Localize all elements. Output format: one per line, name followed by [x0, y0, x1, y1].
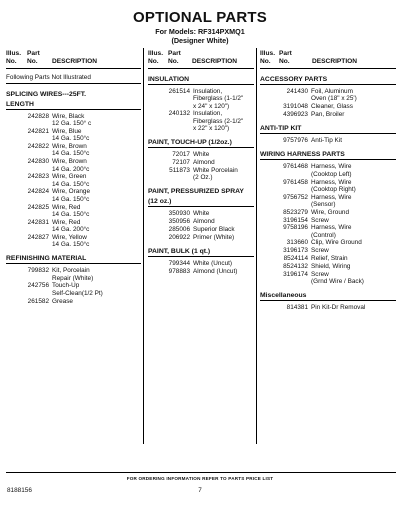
part-row	[6, 128, 141, 143]
section-title: PAINT, TOUCH-UP (1/2oz.)	[148, 139, 254, 148]
part-row	[260, 217, 396, 224]
part-description: Screw	[311, 247, 329, 255]
part-number: 242828	[27, 113, 49, 120]
part-description: Superior Black	[193, 226, 235, 234]
part-description: Wire, Green 14 Ga. 150°c	[52, 173, 90, 188]
part-row	[148, 218, 254, 225]
part-number: 8524132	[283, 262, 308, 270]
header-description: DESCRIPTION	[52, 58, 98, 65]
part-description: Wire, Ground	[311, 208, 350, 216]
part-number: 3196173	[283, 247, 308, 255]
part-description: Anti-Tip Kit	[311, 137, 343, 145]
part-number: 242822	[27, 143, 49, 151]
header-description: DESCRIPTION	[312, 58, 358, 65]
column-header	[148, 48, 254, 69]
part-number: 814381	[286, 304, 308, 312]
part-number: 72017	[172, 151, 190, 159]
part-number: 206922	[168, 233, 190, 241]
section-title: ANTI-TIP KIT	[260, 125, 396, 134]
part-description: Kit, Porcelain Repair (White)	[52, 267, 94, 282]
ordering-footer: FOR ORDERING INFORMATION REFER TO PARTS PRICE LIST	[126, 476, 274, 481]
column-header	[260, 48, 396, 69]
part-number: 261514	[168, 88, 190, 95]
part-description: White Porcelain (2 Oz.)	[193, 166, 238, 182]
part-description: White	[193, 151, 210, 159]
part-number: 242830	[27, 158, 49, 166]
part-number: 799344	[168, 260, 190, 268]
part-row	[6, 282, 141, 297]
part-number: 799832	[27, 267, 49, 275]
part-number: 240132	[168, 110, 190, 118]
section-title-line2: (12 oz.)	[148, 198, 254, 207]
header-part: Part No.	[279, 50, 292, 65]
part-description: Almond (Uncut)	[193, 267, 238, 275]
header-illus: Illus. No.	[6, 50, 22, 65]
part-row	[260, 271, 396, 286]
part-number: 9761458	[283, 178, 308, 186]
part-row	[148, 226, 254, 233]
part-number: 9756752	[283, 193, 308, 201]
header-illus: Illus. No.	[260, 50, 276, 65]
model-number: For Models: RF314PXMQ1	[155, 27, 245, 36]
part-description: Wire, Black 12 Ga. 150° c	[52, 113, 92, 128]
part-row	[260, 88, 396, 103]
section-title: SPLICING WIRES---25FT.	[6, 91, 87, 98]
parts-column-1	[6, 48, 141, 305]
part-number: 313660	[286, 239, 308, 247]
section-title: PAINT, BULK (1 qt.)	[148, 248, 254, 257]
part-description: Harness, Wire (Sensor)	[311, 193, 352, 208]
section-title: PAINT, PRESSURIZED SPRAY	[148, 188, 244, 196]
section-title: REFINISHING MATERIAL	[6, 255, 141, 264]
part-description: Wire, Blue 14 Ga. 150°c	[52, 128, 90, 143]
part-number: 9761468	[283, 163, 308, 171]
part-number: 242827	[27, 233, 49, 241]
part-description: Insulation, Fiberglass (2-1/2" x 22" x 120")	[193, 110, 244, 132]
section-title: Miscellaneous	[260, 292, 396, 301]
header-description: DESCRIPTION	[192, 58, 238, 65]
part-description: Screw (Grnd Wire / Back)	[311, 270, 364, 285]
part-row	[148, 88, 254, 110]
part-row	[148, 167, 254, 182]
part-row	[6, 143, 141, 158]
part-row	[260, 255, 396, 262]
header-part: Part No.	[27, 50, 40, 65]
part-number: 9757976	[283, 137, 308, 145]
part-number: 242825	[27, 203, 49, 211]
part-number: 72107	[172, 159, 190, 167]
part-description: Touch-Up Self-Clean(1/2 Pt)	[52, 282, 103, 297]
part-description: Wire, Red 14 Ga. 150°c	[52, 203, 90, 218]
part-description: Harness, Wire (Control)	[311, 224, 352, 239]
part-row	[148, 210, 254, 217]
part-number: 242823	[27, 173, 49, 181]
part-description: Wire, Red 14 Ga. 200°c	[52, 218, 90, 233]
part-row	[6, 158, 141, 173]
part-row	[6, 298, 141, 305]
column-divider	[256, 48, 257, 444]
parts-column-2	[148, 48, 254, 276]
part-row	[148, 234, 254, 241]
part-number: 285006	[168, 226, 190, 234]
part-description: Wire, Brown 14 Ga. 200°c	[52, 158, 90, 173]
part-row	[260, 209, 396, 216]
part-number: 3196154	[283, 216, 308, 224]
part-row	[148, 110, 254, 132]
footer-divider	[6, 472, 396, 473]
part-row	[260, 137, 396, 144]
part-description: Screw	[311, 216, 329, 224]
part-description: Wire, Brown 14 Ga. 150°c	[52, 143, 90, 158]
part-description: Shield, Wiring	[311, 262, 351, 270]
part-row	[260, 247, 396, 254]
part-row	[6, 219, 141, 234]
part-row	[260, 163, 396, 178]
part-row	[6, 234, 141, 249]
parts-column-3	[260, 48, 396, 312]
part-row	[260, 263, 396, 270]
part-row	[148, 151, 254, 158]
document-number: 8188156	[7, 487, 32, 494]
part-description: White	[193, 210, 210, 218]
not-illustrated-note: Following Parts Not Illustrated	[6, 74, 141, 84]
page-number: 7	[198, 487, 202, 494]
part-number: 241430	[286, 88, 308, 95]
section-title: INSULATION	[148, 76, 254, 85]
part-description: Insulation, Fiberglass (1-1/2" x 24" x 120")	[193, 88, 244, 110]
part-row	[260, 239, 396, 246]
part-row	[6, 173, 141, 188]
part-number: 261582	[27, 297, 49, 305]
part-row	[148, 268, 254, 275]
part-row	[260, 111, 396, 118]
part-number: 8524114	[283, 255, 308, 263]
part-number: 242756	[27, 282, 49, 290]
header-illus: Illus. No.	[148, 50, 164, 65]
part-number: 350930	[168, 210, 190, 218]
part-description: Grease	[52, 297, 73, 305]
page-title: OPTIONAL PARTS	[133, 9, 267, 26]
part-description: Cleaner, Glass	[311, 103, 353, 111]
part-number: 3191048	[283, 103, 308, 111]
part-description: Primer (White)	[193, 233, 235, 241]
part-number: 242824	[27, 188, 49, 196]
part-row	[260, 194, 396, 209]
part-description: Almond	[193, 218, 215, 226]
part-number: 511873	[169, 166, 190, 174]
part-row	[260, 224, 396, 239]
part-row	[6, 204, 141, 219]
part-row	[260, 179, 396, 194]
part-number: 350956	[168, 218, 190, 226]
part-number: 9758196	[283, 224, 308, 232]
section-title: WIRING HARNESS PARTS	[260, 151, 396, 160]
part-description: Harness, Wire (Cooktop Left)	[311, 163, 352, 178]
part-row	[260, 103, 396, 110]
column-header	[6, 48, 141, 69]
part-row	[6, 113, 141, 128]
part-row	[148, 159, 254, 166]
header-part: Part No.	[168, 50, 181, 65]
section-title: ACCESSORY PARTS	[260, 76, 396, 85]
part-description: Pin Kit-Dr Removal	[311, 304, 366, 312]
part-description: Clip, Wire Ground	[311, 239, 362, 247]
part-number: 978883	[168, 267, 190, 275]
part-number: 242831	[27, 218, 49, 226]
part-number: 3196174	[283, 270, 308, 278]
model-variant: (Designer White)	[171, 36, 229, 45]
part-description: Wire, Orange 14 Ga. 150°c	[52, 188, 91, 203]
part-description: Foil, Aluminum Oven (18" x 25')	[311, 88, 357, 103]
part-number: 4396923	[283, 110, 308, 118]
part-number: 242821	[27, 128, 49, 136]
part-description: Almond	[193, 159, 215, 167]
part-description: Relief, Strain	[311, 255, 348, 263]
part-row	[6, 188, 141, 203]
part-number: 8523279	[283, 208, 308, 216]
part-description: Wire, Yellow 14 Ga. 150°c	[52, 233, 90, 249]
part-row	[148, 260, 254, 267]
part-row	[260, 304, 396, 311]
part-description: White (Uncut)	[193, 260, 233, 268]
part-description: Pan, Broiler	[311, 110, 345, 118]
part-row	[6, 267, 141, 282]
part-description: Harness, Wire (Cooktop Right)	[311, 178, 356, 193]
column-divider	[143, 48, 144, 444]
section-title-line2: LENGTH	[6, 101, 141, 110]
